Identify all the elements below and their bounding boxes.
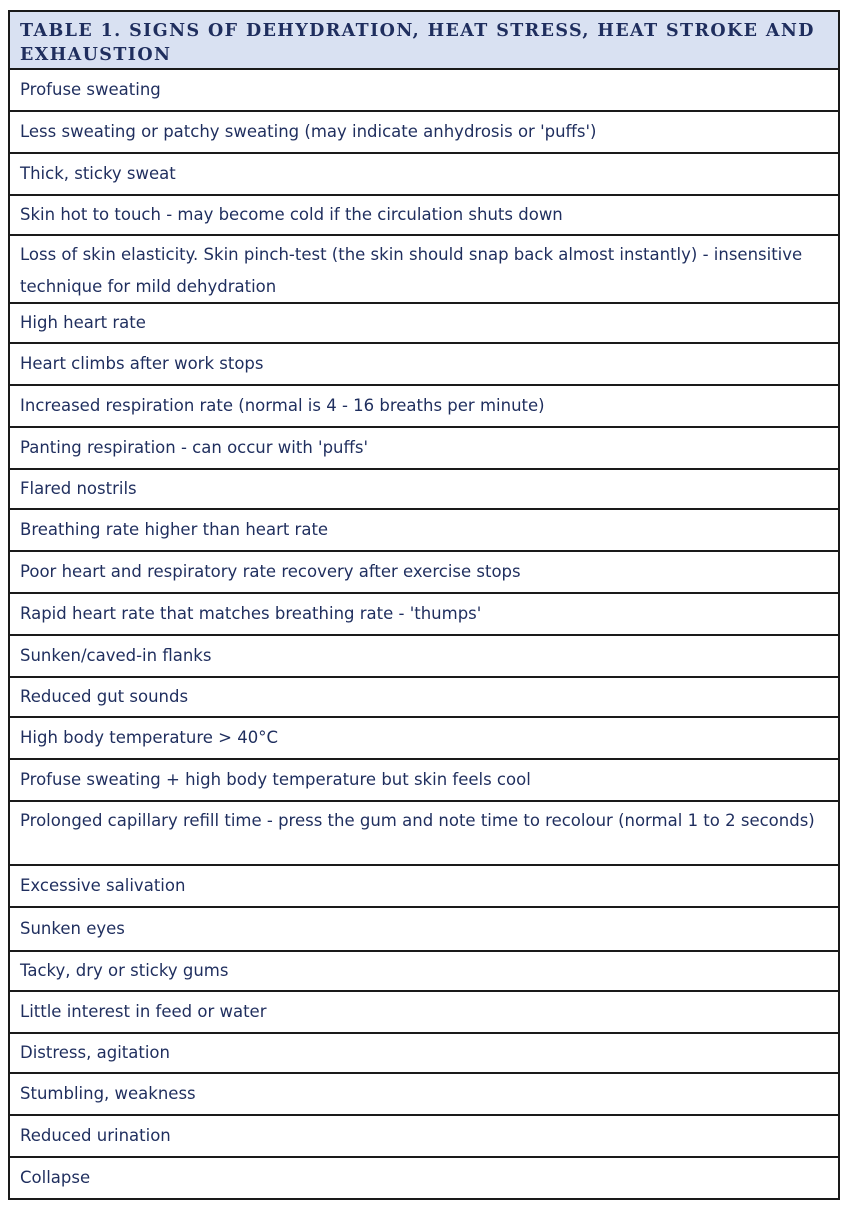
row-text: Profuse sweating + high body temperature but skin feels cool [20,770,531,789]
row-text: Poor heart and respiratory rate recovery after exercise stops [20,562,521,581]
row-text: Collapse [20,1168,91,1187]
table-row [10,154,838,196]
table-row [10,1034,838,1074]
row-text: Loss of skin elasticity. Skin pinch-test (the skin should snap back almost instantly) - insensitive technique for mild dehydration [20,245,803,296]
table-row [10,552,838,594]
table-row [10,304,838,344]
table-row [10,70,838,112]
row-text: Flared nostrils [20,479,137,498]
table-row [10,428,838,470]
row-text: Prolonged capillary refill time - press the gum and note time to recolour (normal 1 to 2 seconds) [20,811,815,830]
row-text: Sunken eyes [20,919,125,938]
table-row [10,952,838,992]
row-text: Rapid heart rate that matches breathing rate - 'thumps' [20,604,482,623]
row-text: Heart climbs after work stops [20,354,264,373]
table-row [10,802,838,866]
table-row [10,112,838,154]
row-text: Panting respiration - can occur with 'puffs' [20,438,369,457]
table-row [10,510,838,552]
table-row [10,636,838,678]
table-row [10,470,838,510]
row-text: Reduced gut sounds [20,687,189,706]
table-row [10,236,838,304]
table-row [10,594,838,636]
table-row [10,908,838,952]
row-text: Tacky, dry or sticky gums [20,961,229,980]
table-row [10,678,838,718]
table-row [10,386,838,428]
row-text: Distress, agitation [20,1043,170,1062]
row-text: High body temperature > 40°C [20,728,279,747]
row-text: Profuse sweating [20,80,161,99]
row-text: Breathing rate higher than heart rate [20,520,329,539]
table-row [10,1116,838,1158]
row-text: Increased respiration rate (normal is 4 - 16 breaths per minute) [20,396,545,415]
table-row [10,1158,838,1198]
table-row [10,760,838,802]
table-row [10,992,838,1034]
row-text: Little interest in feed or water [20,1002,267,1021]
row-text: Skin hot to touch - may become cold if the circulation shuts down [20,205,563,224]
row-text: Less sweating or patchy sweating (may indicate anhydrosis or 'puffs') [20,122,597,141]
table-title: TABLE 1. SIGNS OF DEHYDRATION, HEAT STRESS, HEAT STROKE AND EXHAUSTION [10,12,838,70]
row-text: Sunken/caved-in flanks [20,646,212,665]
table-row [10,866,838,908]
signs-table [8,10,840,1200]
table-row [10,718,838,760]
table-row [10,344,838,386]
row-text: Excessive salivation [20,876,186,895]
table-row [10,196,838,236]
row-text: Stumbling, weakness [20,1084,196,1103]
table-row [10,1074,838,1116]
row-text: High heart rate [20,313,146,332]
row-text: Reduced urination [20,1126,171,1145]
row-text: Thick, sticky sweat [20,164,176,183]
